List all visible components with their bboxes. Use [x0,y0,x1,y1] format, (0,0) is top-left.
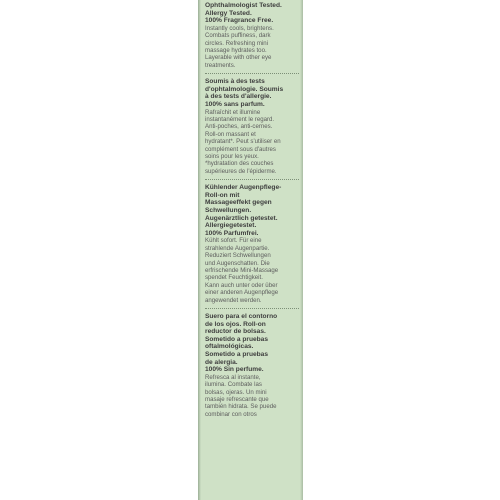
english-body: Instantly cools, brightens. Combats puffiness, dark circles. Refreshing mini massage hydrates too. Layerable with other eye treatments. [205,24,274,69]
package-left-edge [198,0,201,500]
spanish-body: Refresca al instante, ilumina. Combate las bolsas, ojeras. Un mini masaje refrescante que también hidrata. Se puede combinar con otros [205,373,277,418]
english-heading: Ophthalmologist Tested. Allergy Tested. 100% Fragrance Free. [205,2,282,25]
section-german [205,184,299,304]
section-spanish [205,313,299,418]
package-right-edge [300,0,303,500]
section-divider [205,179,299,180]
french-body: Rafraîchit et illumine instantanément le regard. Anti-poches, anti-cernes. Roll-on massant et hydratant*. Peut s'utiliser en complément sous d'autres soins pour les yeux. *hydratation des couches supérieures de l'épiderme. [205,108,281,175]
section-divider [205,308,299,309]
section-french [205,78,299,175]
spanish-heading: Suero para el contorno de los ojos. Roll-on reductor de bolsas. Sometido a pruebas oftalmológicas. Sometido a pruebas de alergia. 100% Sin perfume. [205,313,278,374]
french-heading: Soumis à des tests d'ophtalmologie. Soumis à des tests d'allergie. 100% sans parfum. [205,78,284,108]
label-text-column [205,2,299,418]
german-body: Kühlt sofort. Für eine strahlende Augenpartie. Reduziert Schwellungen und Augenschatten. Die erfrischende Mini-Massage spendet Feuchtigkeit. Kann auch unter oder über einer anderen Augenpflege angewendet werden. [205,237,279,304]
german-heading: Kühlender Augenpflege- Roll-on mit Massageeffekt gegen Schwellungen. Augenärztlich getestet. Allergiegetestet. 100% Parfumfrei. [205,184,282,237]
section-english [205,2,299,69]
section-divider [205,73,299,74]
